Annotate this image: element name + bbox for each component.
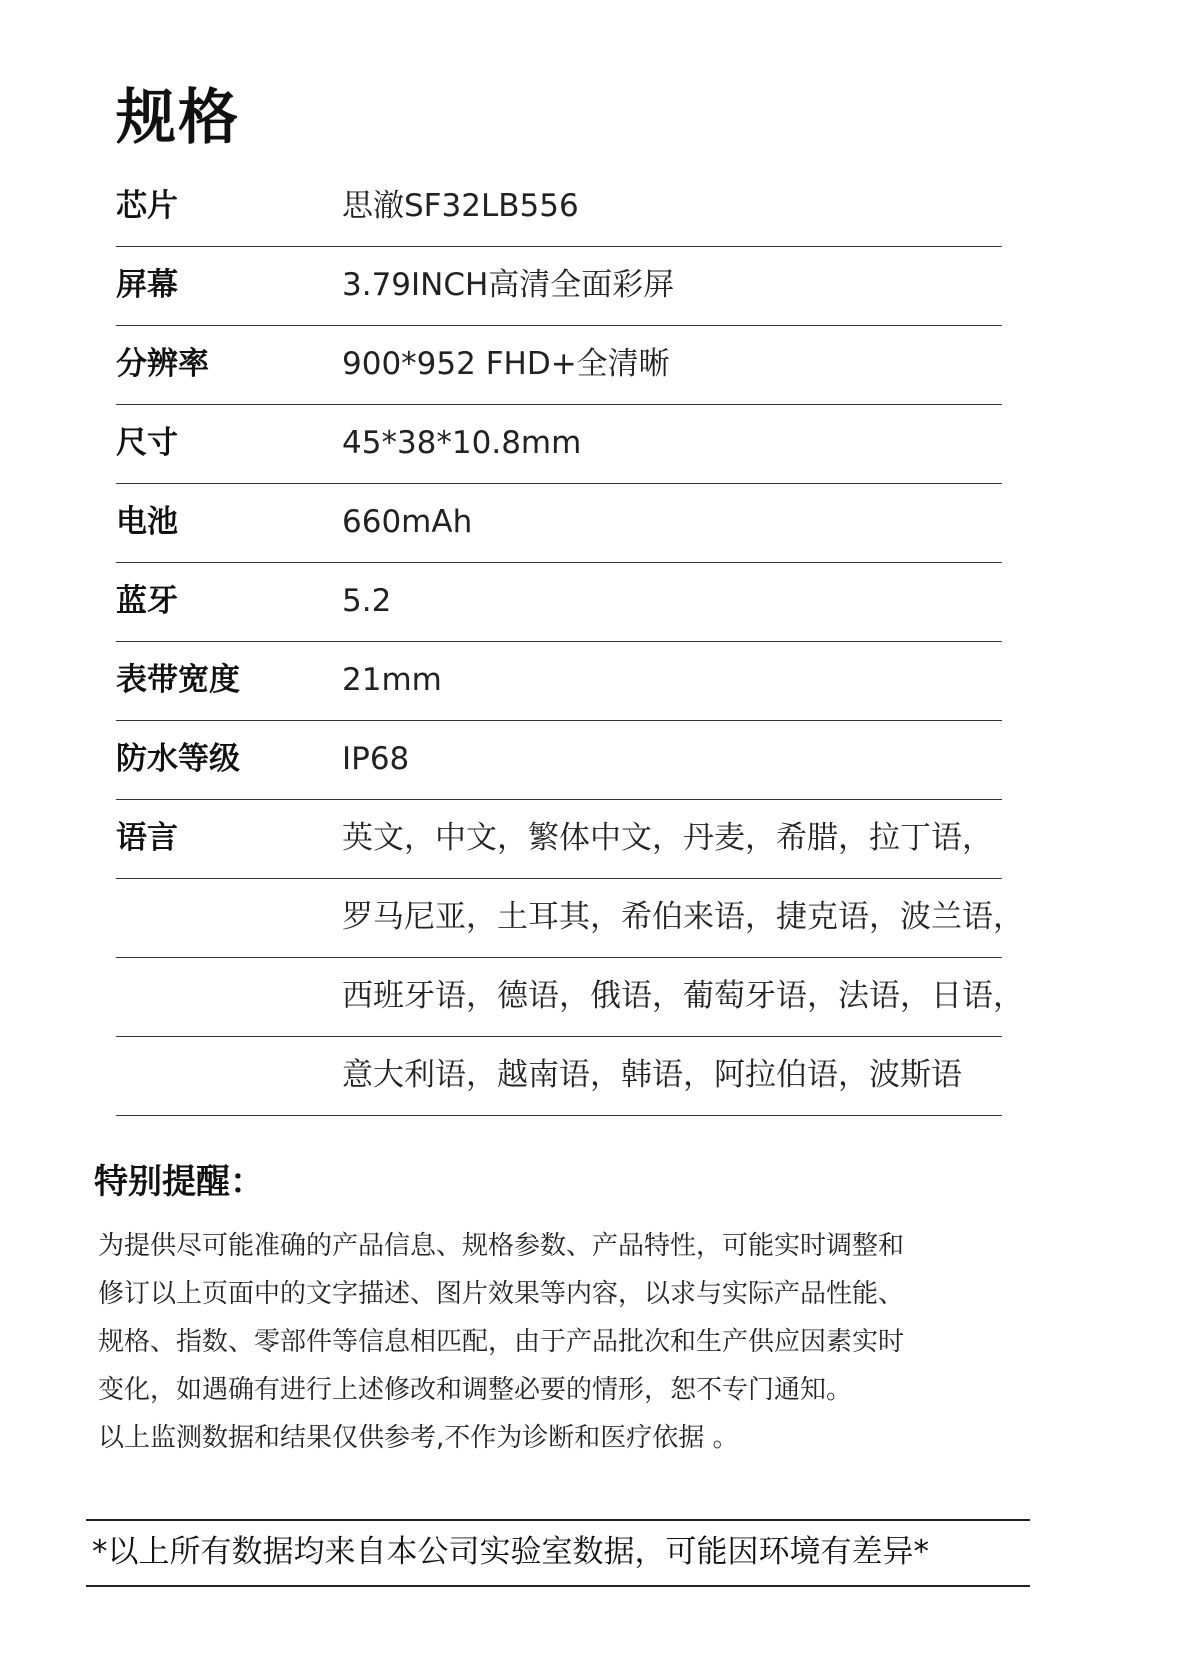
spec-row-chip [116, 168, 1002, 247]
notice-line: 修订以上页面中的文字描述、图片效果等内容，以求与实际产品性能、 [98, 1279, 905, 1309]
footer-disclaimer-text: *以上所有数据均来自本公司实验室数据，可能因环境有差异* [92, 1534, 929, 1570]
spec-row-battery [116, 484, 1002, 563]
spec-value: 罗马尼亚，土耳其，希伯来语，捷克语，波兰语， [342, 899, 1024, 935]
spec-row-bluetooth [116, 563, 1002, 642]
spec-row-size [116, 405, 1002, 484]
spec-label: 表带宽度 [116, 662, 240, 698]
spec-value: 意大利语，越南语，韩语，阿拉伯语，波斯语 [342, 1057, 962, 1093]
spec-value: 英文，中文，繁体中文，丹麦，希腊，拉丁语， [342, 820, 993, 856]
spec-value: 45*38*10.8mm [342, 425, 582, 461]
notice-body [98, 1222, 1038, 1462]
spec-label: 屏幕 [116, 267, 178, 303]
spec-label: 语言 [116, 820, 178, 856]
spec-table [116, 168, 1024, 1116]
spec-label: 防水等级 [116, 741, 240, 777]
footer-disclaimer [86, 1519, 1030, 1587]
notice-line: 变化，如遇确有进行上述修改和调整必要的情形，恕不专门通知。 [98, 1375, 853, 1405]
notice-line: 规格、指数、零部件等信息相匹配，由于产品批次和生产供应因素实时 [98, 1327, 905, 1357]
spec-value: 660mAh [342, 504, 473, 540]
spec-value: 900*952 FHD+全清晰 [342, 346, 670, 382]
spec-label: 分辨率 [116, 346, 209, 382]
spec-value: 西班牙语，德语，俄语，葡萄牙语，法语，日语， [342, 978, 1024, 1014]
spec-row-language-cont [116, 958, 1024, 1037]
page-title: 规格 [116, 83, 240, 153]
spec-row-screen [116, 247, 1002, 326]
spec-row-strap-width [116, 642, 1002, 721]
spec-row-language-cont [116, 879, 1024, 958]
spec-value: 5.2 [342, 583, 392, 619]
spec-label: 蓝牙 [116, 583, 178, 619]
notice-title: 特别提醒： [94, 1162, 264, 1202]
spec-row-waterproof [116, 721, 1002, 800]
spec-label: 芯片 [116, 188, 178, 224]
notice-line: 以上监测数据和结果仅供参考,不作为诊断和医疗依据 。 [98, 1423, 739, 1453]
spec-value: 思澈SF32LB556 [342, 188, 579, 224]
spec-row-resolution [116, 326, 1002, 405]
spec-row-language [116, 800, 1002, 879]
spec-value: 3.79INCH高清全面彩屏 [342, 267, 675, 303]
spec-label: 尺寸 [116, 425, 178, 461]
spec-label: 电池 [116, 504, 178, 540]
spec-value: 21mm [342, 662, 442, 698]
notice-line: 为提供尽可能准确的产品信息、规格参数、产品特性，可能实时调整和 [98, 1231, 905, 1261]
spec-value: IP68 [342, 741, 410, 777]
spec-row-language-cont [116, 1037, 1002, 1116]
